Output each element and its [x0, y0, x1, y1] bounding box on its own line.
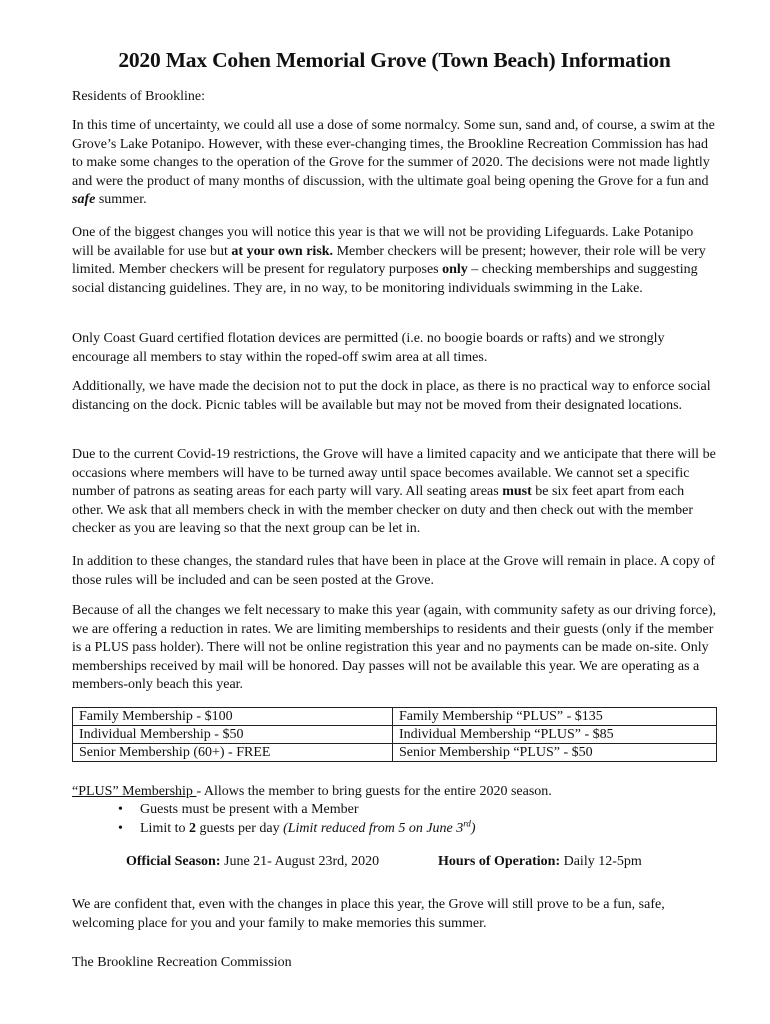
- plus-membership-title: “PLUS” Membership: [72, 784, 197, 799]
- paragraph-lifeguards: One of the biggest changes you will notice this year is that we will not be providing Lifeguards. Lake Potanipo will be available for use but at your own risk. Member checkers will be present; however, their role will be very limited. Member checkers will be present for regulatory purposes only – checking memberships and suggesting social distancing guidelines. They are, in no way, to be monitoring individuals swimming in the Lake.: [72, 225, 706, 296]
- page-title: 2020 Max Cohen Memorial Grove (Town Beach) Information: [118, 48, 671, 72]
- paragraph-flotation: Only Coast Guard certified flotation devices are permitted (i.e. no boogie boards or rafts) and we strongly encourage all members to stay within the roped-off swim area at all times.: [72, 331, 665, 365]
- season-info: [126, 853, 726, 871]
- membership-rates-table: [72, 707, 717, 762]
- plus-membership-description: “PLUS” Membership - Allows the member to bring guests for the entire 2020 season.: [72, 784, 552, 799]
- table-row: [73, 744, 717, 762]
- bullet-icon: •: [118, 802, 123, 817]
- table-cell: Senior Membership “PLUS” - $50: [393, 744, 717, 762]
- bullet-icon: •: [118, 821, 123, 836]
- table-cell: Family Membership - $100: [73, 708, 393, 726]
- list-item: • Guests must be present with a Member: [118, 802, 359, 817]
- signature: The Brookline Recreation Commission: [72, 955, 292, 970]
- greeting: Residents of Brookline:: [72, 89, 205, 104]
- list-item: • Limit to 2 guests per day (Limit reduced from 5 on June 3rd): [118, 818, 476, 836]
- table-cell: Individual Membership - $50: [73, 726, 393, 744]
- table-cell: Individual Membership “PLUS” - $85: [393, 726, 717, 744]
- paragraph-rates: Because of all the changes we felt necessary to make this year (again, with community safety as our driving force), we are offering a reduction in rates. We are limiting memberships to residents and their guests (only if the member is a PLUS pass holder). There will not be online registration this year and no payments can be made on-site. Only memberships received by mail will be honored. Day passes will not be available this year. We are operating as a members-only beach this year.: [72, 603, 717, 693]
- paragraph-closing: We are confident that, even with the changes in place this year, the Grove will still prove to be a fun, safe, welcoming place for you and your family to make memories this summer.: [72, 897, 665, 931]
- paragraph-capacity: Due to the current Covid-19 restrictions, the Grove will have a limited capacity and we anticipate that there will be occasions where members will have to be turned away until space becomes available. We cannot set a specific number of patrons as seating areas for each party will vary. All seating areas must be six feet apart from each other. We ask that all members check in with the member checker on duty and then check out with the member checker as you are leaving so that the next group can be let in.: [72, 447, 716, 537]
- table-row: [73, 726, 717, 744]
- season-dates: Official Season: June 21- August 23rd, 2020: [126, 854, 380, 869]
- paragraph-rules: In addition to these changes, the standard rules that have been in place at the Grove will remain in place. A copy of those rules will be included and can be seen posted at the Grove.: [72, 554, 716, 588]
- table-row: [73, 708, 717, 726]
- paragraph-intro: In this time of uncertainty, we could all use a dose of some normalcy. Some sun, sand and, of course, a swim at the Grove’s Lake Potanipo. However, with these ever-changing times, the Brookline Recreation Commission has had to make some changes to the operation of the Grove for the summer of 2020. The decisions were not made lightly and were the product of many months of discussion, with the ultimate goal being opening the Grove for a fun and safe summer.: [72, 118, 715, 208]
- table-cell: Family Membership “PLUS” - $135: [393, 708, 717, 726]
- paragraph-dock: Additionally, we have made the decision not to put the dock in place, as there is no practical way to enforce social distancing on the dock. Picnic tables will be available but may not be moved from their designated locations.: [72, 379, 711, 413]
- table-cell: Senior Membership (60+) - FREE: [73, 744, 393, 762]
- hours-of-operation: Hours of Operation: Daily 12-5pm: [438, 854, 642, 869]
- plus-membership-rules: [114, 800, 476, 838]
